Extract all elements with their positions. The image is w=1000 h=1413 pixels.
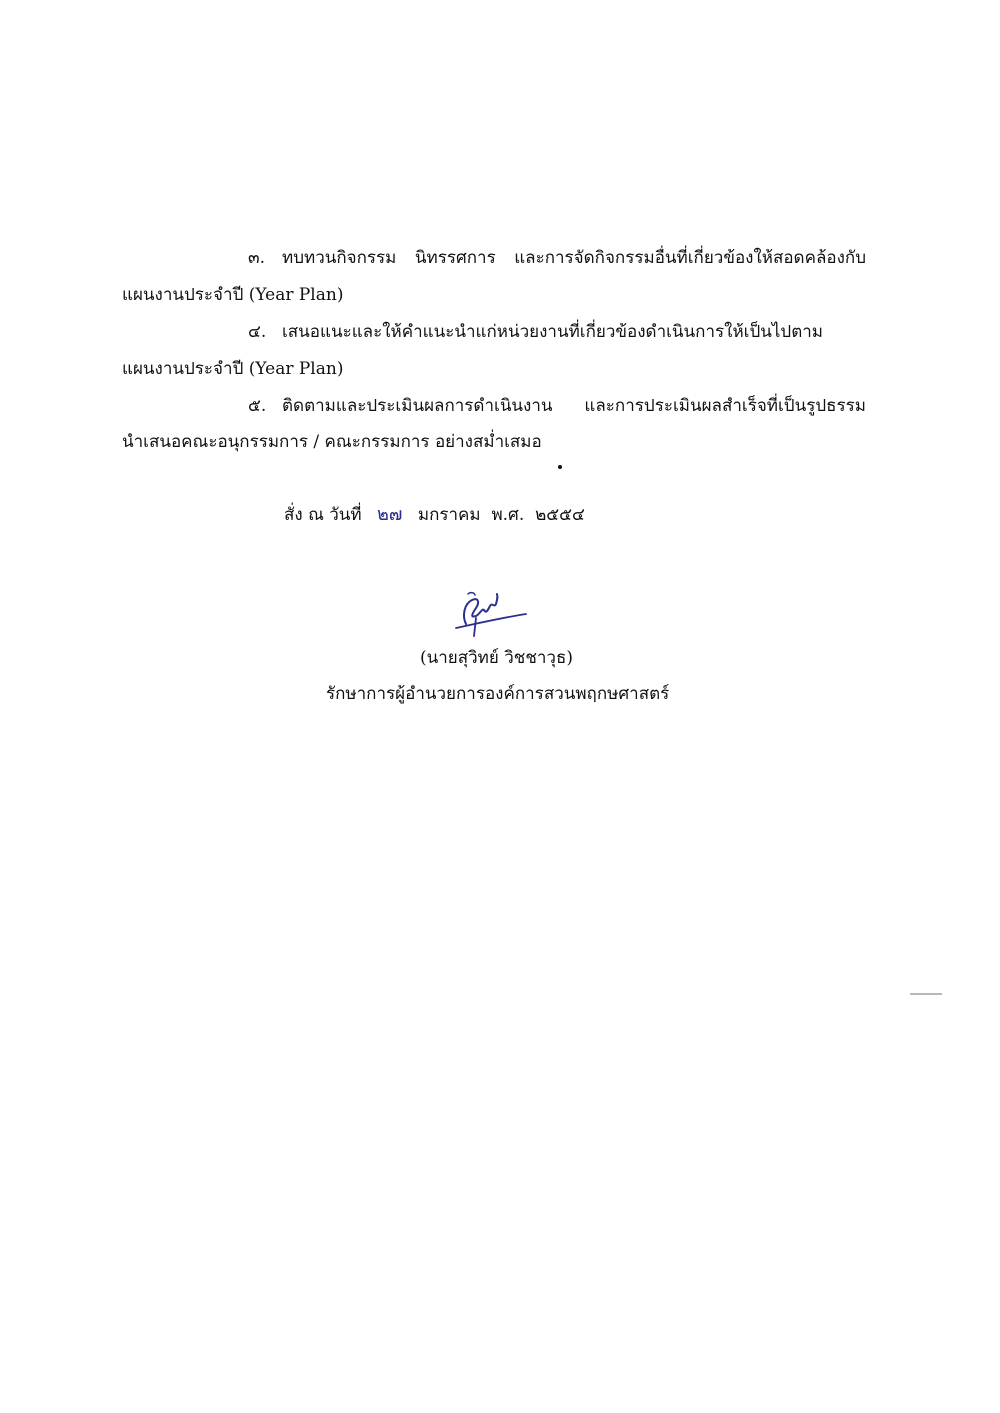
signatory-position: รักษาการผู้อำนวยการองค์การสวนพฤกษศาสตร์ — [326, 684, 670, 704]
order-date-day: ๒๗ — [377, 504, 403, 525]
item-5-text: ติดตามและประเมินผลการดำเนินงาน และการประเมินผลสำเร็จที่เป็นรูปธรรม — [282, 396, 866, 416]
item-3-text: ทบทวนกิจกรรม นิทรรศการ และการจัดกิจกรรมอื่นที่เกี่ยวข้องให้สอดคล้องกับ — [282, 248, 866, 268]
item-4-text: เสนอแนะและให้คำแนะนำแก่หน่วยงานที่เกี่ยวข้องดำเนินการให้เป็นไปตาม — [282, 322, 824, 342]
order-date-era: พ.ศ. — [491, 505, 525, 525]
signatory-name: (นายสุวิทย์ วิชชาวุธ) — [420, 648, 573, 668]
item-5-number: ๕. — [248, 396, 267, 416]
order-date — [284, 504, 585, 526]
order-date-month: มกราคม — [417, 505, 481, 525]
item-3-line-2: แผนงานประจำปี (Year Plan) — [122, 285, 344, 305]
item-4-line-1 — [248, 321, 866, 343]
order-date-year: ๒๕๕๔ — [535, 505, 585, 525]
item-5-line-1 — [248, 395, 866, 417]
stray-dot — [558, 465, 562, 469]
scan-edge-mark — [910, 993, 942, 995]
order-date-prefix: สั่ง ณ วันที่ — [284, 505, 362, 525]
item-3-number: ๓. — [248, 248, 266, 268]
item-5-line-2: นำเสนอคณะอนุกรรมการ / คณะกรรมการ อย่างสม่ำเสมอ — [122, 432, 542, 452]
item-4-number: ๔. — [248, 322, 267, 342]
item-3-line-1 — [248, 247, 866, 269]
item-4-line-2: แผนงานประจำปี (Year Plan) — [122, 359, 344, 379]
signature-image — [450, 588, 530, 638]
